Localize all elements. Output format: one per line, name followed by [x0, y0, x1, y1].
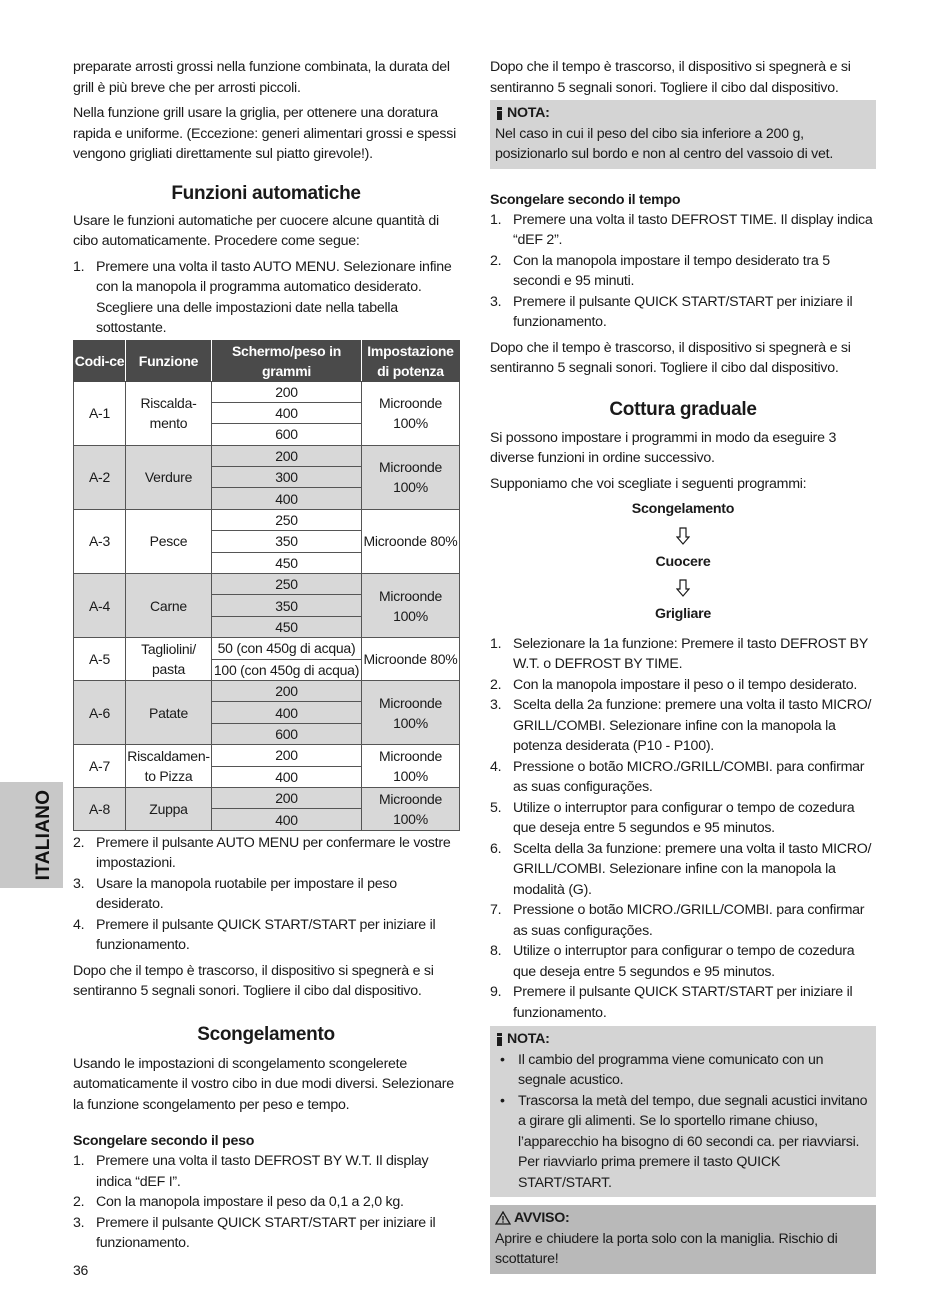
table-row — [74, 638, 460, 659]
cell-power: Microonde 100% — [362, 787, 460, 830]
cell-weight: 250 — [212, 574, 362, 595]
left-column — [73, 57, 459, 1254]
defrost-heading: Scongelamento — [197, 1023, 335, 1045]
step-number: 3. — [73, 875, 85, 892]
step-number: 6. — [490, 840, 502, 857]
step-number: 1. — [490, 635, 502, 652]
step-text: Con la manopola impostare il peso da 0,1 a 2,0 kg. — [96, 1194, 404, 1211]
list-item — [490, 798, 876, 839]
list-item — [490, 839, 876, 901]
flow-step-1: Scongelamento — [631, 501, 735, 517]
step-text: Con la manopola impostare il peso o il tempo desiderato. — [513, 676, 858, 693]
auto-step-1-number: 1. — [73, 258, 85, 275]
auto-end-paragraph: Dopo che il tempo è trascorso, il dispositivo si spegnerà e si sentiranno 5 segnali sonori. Togliere il cibo dal dispositivo. — [73, 962, 434, 1000]
cell-weight: 350 — [212, 595, 362, 616]
auto-step-1 — [73, 257, 459, 339]
cell-weight: 600 — [212, 723, 362, 744]
cell-weight: 100 (con 450g di acqua) — [212, 659, 362, 680]
language-tab — [0, 782, 63, 888]
step-text: Premere una volta il tasto DEFROST BY W.T. Il display indica “dEF I”. — [96, 1153, 429, 1190]
list-item — [73, 1213, 459, 1254]
intro-paragraph-2: Nella funzione grill usare la griglia, per ottenere una doratura rapida e uniforme. (Eccezione: generi alimentari grossi e spessi vengono grigliati direttamente sul piatto girevole!). — [73, 105, 457, 162]
right-column — [490, 57, 876, 1274]
list-item — [490, 695, 876, 757]
cell-power: Microonde 80% — [362, 509, 460, 573]
gradual-cooking-heading: Cottura graduale — [609, 398, 757, 420]
list-item — [73, 1151, 459, 1192]
cell-code: A-1 — [74, 381, 126, 445]
cell-power: Microonde 100% — [362, 445, 460, 509]
cell-weight: 400 — [212, 488, 362, 509]
warning-title — [495, 1208, 871, 1229]
auto-programs-table — [73, 340, 460, 831]
flow-step-3: Grigliare — [654, 606, 712, 622]
list-item — [490, 634, 876, 675]
intro-paragraph-1: preparate arrosti grossi nella funzione combinata, la durata del grill è più breve che per arrosti piccoli. — [73, 59, 450, 96]
cell-weight: 200 — [212, 787, 362, 808]
cell-weight: 350 — [212, 531, 362, 552]
step-number: 2. — [73, 1194, 85, 1211]
list-item — [490, 757, 876, 798]
list-item — [490, 941, 876, 982]
step-text: Premere il pulsante QUICK START/START per iniziare il funzionamento. — [513, 293, 853, 330]
note-title-text: NOTA: — [507, 105, 550, 121]
cell-weight: 200 — [212, 381, 362, 402]
cell-code: A-4 — [74, 574, 126, 638]
list-item — [495, 1050, 871, 1091]
step-text: Usare la manopola ruotabile per impostare il peso desiderato. — [96, 875, 397, 913]
flow-step-2: Cuocere — [655, 553, 711, 570]
step-number: 4. — [490, 758, 502, 775]
note-text: Nel caso in cui il peso del cibo sia inferiore a 200 g, posizionarlo sul bordo e non al centro del vassoio di vet. — [495, 125, 834, 162]
list-item — [490, 900, 876, 941]
step-text: Premere il pulsante QUICK START/START per iniziare il funzionamento. — [96, 916, 436, 954]
auto-functions-paragraph: Usare le funzioni automatiche per cuocere alcune quantità di cibo automaticamente. Procedere come segue: — [73, 212, 439, 249]
table-row — [74, 574, 460, 595]
list-item — [490, 251, 876, 292]
auto-steps-list-2 — [73, 833, 459, 956]
step-text: Premere il pulsante AUTO MENU per confermare le vostre impostazioni. — [96, 834, 451, 872]
table-row — [74, 680, 460, 701]
cell-weight: 300 — [212, 467, 362, 488]
header-power: Impostazione di potenza — [362, 340, 460, 381]
bullet-text: Trascorsa la metà del tempo, due segnali acustici invitano a girare gli alimenti. Se lo sportello rimane chiuso, l’apparecchio ha bisogno di 60 secondi ca. per riavviarsi. Per riavviarlo prima premere il tasto QUICK START/START. — [518, 1092, 868, 1191]
cell-function: Verdure — [126, 445, 212, 509]
warning-triangle-icon — [495, 1211, 511, 1225]
bullet-text: Il cambio del programma viene comunicato con un segnale acustico. — [518, 1051, 824, 1088]
note-box-1 — [490, 100, 876, 169]
step-text: Premere il pulsante QUICK START/START per iniziare il funzionamento. — [96, 1214, 436, 1252]
step-text: Con la manopola impostare il tempo desiderato tra 5 secondi e 95 minuti. — [513, 252, 830, 289]
step-text: Scelta della 3a funzione: premere una volta il tasto MICRO/ GRILL/COMBI. Selezionare infine con la manopola la modalità (G). — [513, 840, 872, 898]
cell-code: A-5 — [74, 638, 126, 681]
step-number: 1. — [73, 1153, 85, 1170]
step-number: 1. — [490, 211, 502, 228]
cell-function: Pesce — [126, 509, 212, 573]
cell-function: Riscalda-mento — [126, 381, 212, 445]
cell-function: Riscaldamen-to Pizza — [126, 745, 212, 788]
list-item — [73, 1192, 459, 1213]
list-item — [73, 915, 459, 956]
step-number: 3. — [490, 293, 502, 310]
list-item — [73, 874, 459, 915]
language-tab-label: ITALIANO — [32, 789, 54, 881]
step-number: 3. — [73, 1214, 85, 1231]
cell-power: Microonde 100% — [362, 680, 460, 744]
cell-power: Microonde 100% — [362, 381, 460, 445]
table-row — [74, 509, 460, 530]
step-number: 3. — [490, 697, 502, 713]
step-number: 2. — [490, 676, 502, 693]
cell-code: A-3 — [74, 509, 126, 573]
cell-power: Microonde 100% — [362, 745, 460, 788]
warning-box — [490, 1205, 876, 1274]
cell-power: Microonde 100% — [362, 574, 460, 638]
list-item — [490, 675, 876, 696]
table-row — [74, 445, 460, 466]
info-icon — [495, 106, 504, 120]
note-box-2 — [490, 1026, 876, 1197]
header-weight: Schermo/peso in grammi — [212, 340, 362, 381]
step-text: Utilize o interruptor para configurar o tempo de cozedura que deseja entre 5 segundos e 95 minutos. — [513, 799, 855, 836]
cell-code: A-7 — [74, 745, 126, 788]
gradual-paragraph-1: Si possono impostare i programmi in modo da eseguire 3 diverse funzioni in ordine successivo. — [490, 429, 837, 466]
list-item — [490, 982, 876, 1023]
list-item — [490, 292, 876, 333]
note-title — [495, 1029, 871, 1050]
step-text: Scelta della 2a funzione: premere una volta il tasto MICRO/ GRILL/COMBI. Selezionare infine con la manopola la potenza desiderata (P10 - P100). — [513, 697, 872, 754]
arrow-down-icon — [490, 572, 876, 604]
cell-weight: 400 — [212, 402, 362, 423]
table-header-row — [74, 340, 460, 381]
auto-step-1-text: Premere una volta il tasto AUTO MENU. Selezionare infine con la manopola il programma automatico desiderato. Scegliere una delle impostazioni date nella tabella sottostante. — [96, 258, 452, 336]
header-code: Codi-ce — [74, 340, 126, 381]
auto-functions-heading: Funzioni automatiche — [171, 182, 361, 204]
list-item — [495, 1091, 871, 1194]
cell-function: Tagliolini/ pasta — [126, 638, 212, 681]
step-text: Utilize o interruptor para configurar o tempo de cozedura que deseja entre 5 segundos e 95 minutos. — [513, 943, 855, 980]
cell-power: Microonde 80% — [362, 638, 460, 681]
defrost-weight-end-paragraph: Dopo che il tempo è trascorso, il dispositivo si spegnerà e si sentiranno 5 segnali sonori. Togliere il cibo dal dispositivo. — [490, 59, 851, 96]
warning-title-text: AVVISO: — [514, 1210, 570, 1226]
cell-code: A-2 — [74, 445, 126, 509]
defrost-time-end-paragraph: Dopo che il tempo è trascorso, il dispositivo si spegnerà e si sentiranno 5 segnali sonori. Togliere il cibo dal dispositivo. — [490, 339, 851, 376]
table-row — [74, 787, 460, 808]
cell-weight: 450 — [212, 616, 362, 637]
table-row — [74, 745, 460, 766]
cell-weight: 400 — [212, 702, 362, 723]
step-text: Selezionare la 1a funzione: Premere il tasto DEFROST BY W.T. o DEFROST BY TIME. — [513, 635, 868, 672]
step-number: 7. — [490, 902, 502, 918]
cell-weight: 400 — [212, 766, 362, 787]
cell-weight: 450 — [212, 552, 362, 573]
cell-weight: 50 (con 450g di acqua) — [212, 638, 362, 659]
header-function: Funzione — [126, 340, 212, 381]
step-number: 2. — [73, 834, 85, 851]
arrow-down-icon — [490, 520, 876, 552]
step-number: 9. — [490, 984, 502, 1000]
defrost-time-heading: Scongelare secondo il tempo — [490, 191, 681, 208]
note-bullets — [495, 1050, 871, 1194]
step-text: Premere una volta il tasto DEFROST TIME. Il display indica “dEF 2”. — [513, 211, 873, 248]
defrost-paragraph: Usando le impostazioni di scongelamento scongelerete automaticamente il vostro cibo in due modi diversi. Selezionare la funzione scongelamento per peso e tempo. — [73, 1055, 454, 1113]
cell-weight: 600 — [212, 424, 362, 445]
bullet: • — [500, 1092, 505, 1109]
cell-function: Zuppa — [126, 787, 212, 830]
cell-weight: 250 — [212, 509, 362, 530]
step-text: Premere il pulsante QUICK START/START per iniziare il funzionamento. — [513, 984, 853, 1021]
cell-weight: 200 — [212, 445, 362, 466]
list-item — [490, 210, 876, 251]
step-text: Pressione o botão MICRO./GRILL/COMBI. para confirmar as suas configurações. — [513, 758, 865, 795]
info-icon — [495, 1032, 504, 1046]
step-text: Pressione o botão MICRO./GRILL/COMBI. para confirmar as suas configurações. — [513, 902, 865, 939]
defrost-time-steps — [490, 210, 876, 333]
gradual-paragraph-2: Supponiamo che voi scegliate i seguenti programmi: — [490, 475, 807, 492]
program-sequence — [490, 499, 876, 625]
step-number: 2. — [490, 252, 502, 269]
step-number: 5. — [490, 799, 502, 816]
gradual-steps — [490, 634, 876, 1024]
page-number: 36 — [73, 1262, 89, 1278]
note-title — [495, 103, 871, 124]
cell-code: A-8 — [74, 787, 126, 830]
table-row — [74, 381, 460, 402]
step-number: 4. — [73, 916, 85, 933]
defrost-weight-steps — [73, 1151, 459, 1254]
warning-text: Aprire e chiudere la porta solo con la maniglia. Rischio di scottature! — [495, 1230, 838, 1267]
note-title-text: NOTA: — [507, 1031, 550, 1047]
cell-function: Carne — [126, 574, 212, 638]
cell-weight: 400 — [212, 809, 362, 830]
cell-function: Patate — [126, 680, 212, 744]
step-number: 8. — [490, 943, 502, 959]
cell-weight: 200 — [212, 680, 362, 701]
cell-code: A-6 — [74, 680, 126, 744]
list-item — [73, 833, 459, 874]
bullet: • — [500, 1051, 505, 1068]
auto-steps-list-1 — [73, 257, 459, 339]
defrost-weight-heading: Scongelare secondo il peso — [73, 1133, 255, 1150]
cell-weight: 200 — [212, 745, 362, 766]
